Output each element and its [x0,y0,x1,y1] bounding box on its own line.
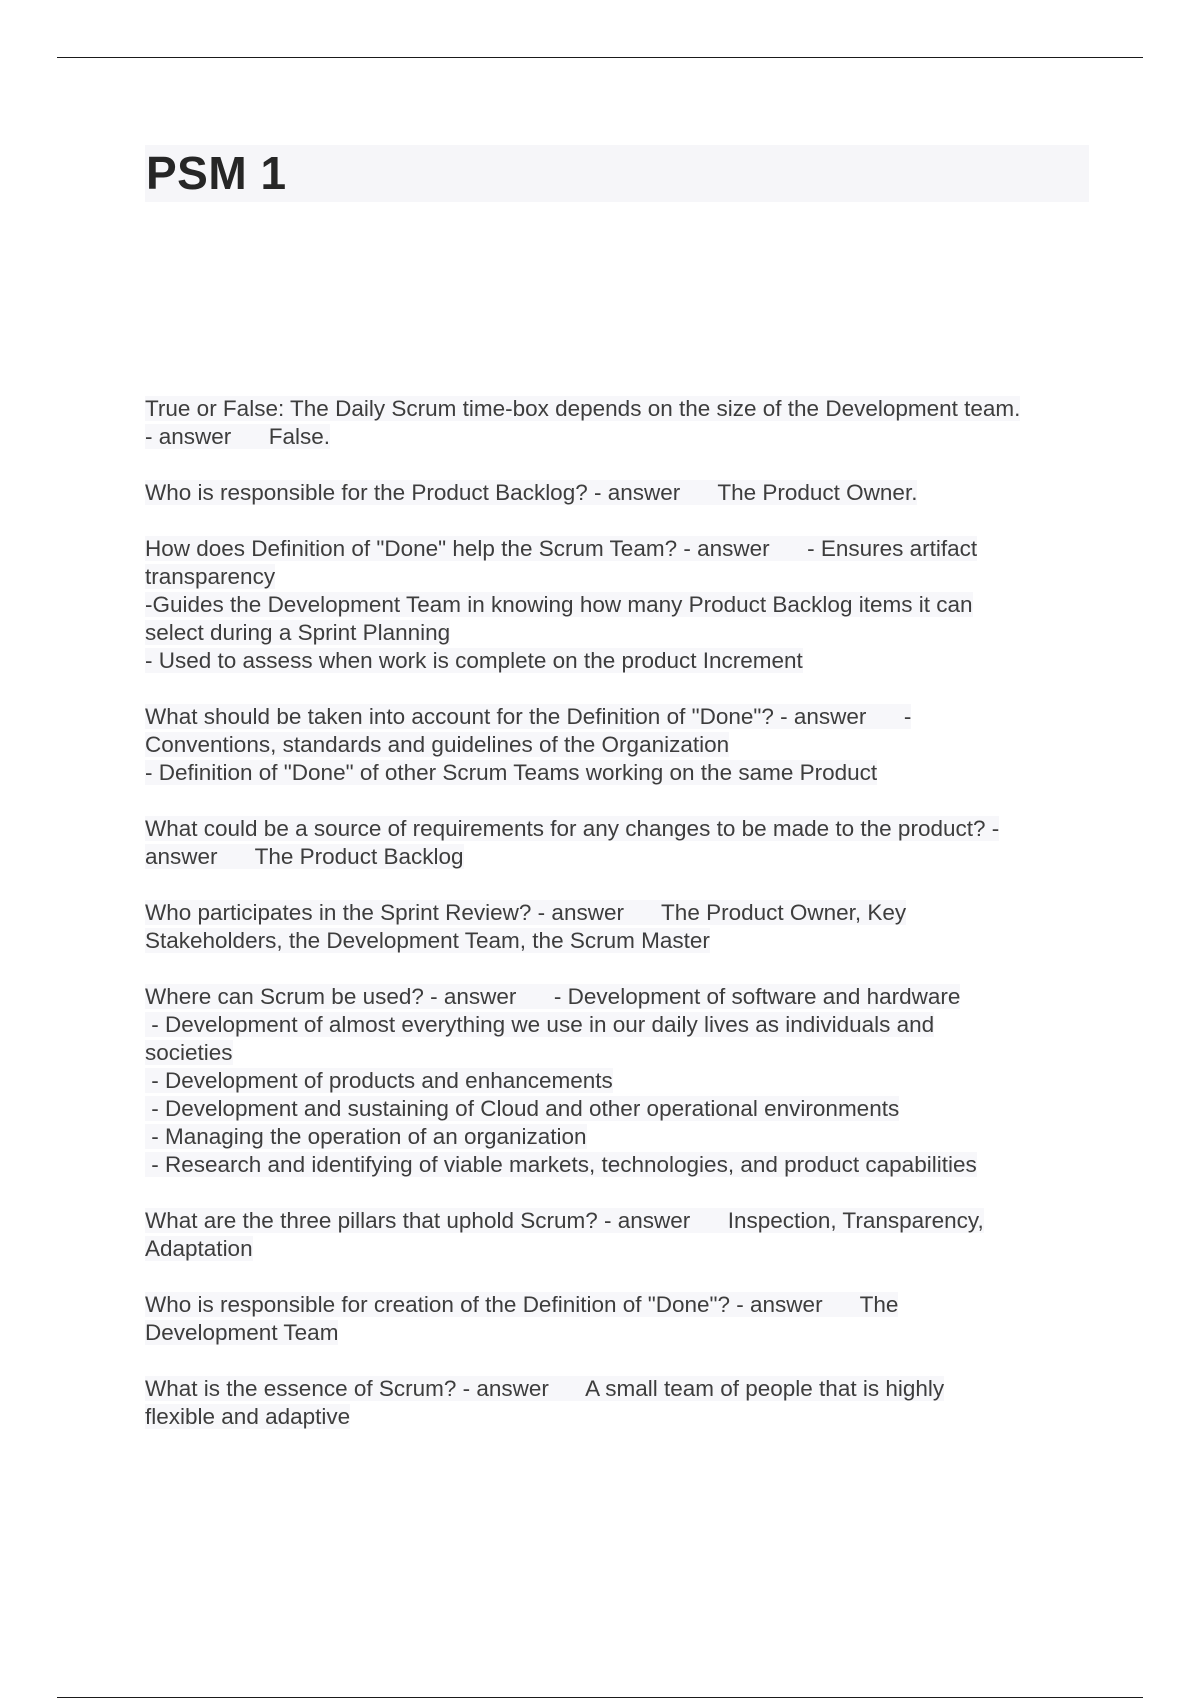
qa-line-text: Adaptation [145,1236,253,1261]
qa-line-text: Development Team [145,1320,339,1345]
qa-line-text: Conventions, standards and guidelines of the Organization [145,732,730,757]
qa-line-text: - Development of products and enhancements [145,1068,613,1093]
qa-item [145,395,1095,451]
qa-line-text: - Development and sustaining of Cloud and other operational environments [145,1096,900,1121]
qa-line [145,843,1095,871]
qa-line-text: Who is responsible for the Product Backlog? - answer The Product Owner. [145,480,918,505]
qa-line-text: True or False: The Daily Scrum time-box depends on the size of the Development team. [145,396,1021,421]
qa-line [145,1095,1095,1123]
qa-line-text: What is the essence of Scrum? - answer A small team of people that is highly [145,1376,945,1401]
qa-line-text: select during a Sprint Planning [145,620,451,645]
qa-item [145,479,1095,507]
qa-line [145,759,1095,787]
qa-line-text: - Development of almost everything we use in our daily lives as individuals and [145,1012,935,1037]
qa-line-text: Where can Scrum be used? - answer - Development of software and hardware [145,984,961,1009]
qa-line-text: transparency [145,564,276,589]
qa-line-text: answer The Product Backlog [145,844,464,869]
top-rule [57,57,1143,58]
qa-item [145,1207,1095,1263]
qa-line [145,1403,1095,1431]
qa-line [145,1151,1095,1179]
qa-item [145,899,1095,955]
qa-line-text: Who is responsible for creation of the Definition of "Done"? - answer The [145,1292,899,1317]
qa-item [145,1375,1095,1431]
qa-line-text: - Research and identifying of viable markets, technologies, and product capabilities [145,1152,977,1177]
qa-line [145,1375,1095,1403]
qa-line [145,1319,1095,1347]
qa-line [145,535,1095,563]
qa-item [145,1291,1095,1347]
qa-line [145,1291,1095,1319]
qa-line-text: - Definition of "Done" of other Scrum Teams working on the same Product [145,760,878,785]
qa-line-text: - Used to assess when work is complete on the product Increment [145,648,803,673]
qa-line-text: -Guides the Development Team in knowing how many Product Backlog items it can [145,592,973,617]
qa-line [145,395,1095,423]
bottom-rule [57,1697,1143,1698]
qa-line-text: societies [145,1040,233,1065]
qa-line-text: What could be a source of requirements for any changes to be made to the product? - [145,816,1000,841]
qa-item [145,983,1095,1179]
qa-line [145,927,1095,955]
qa-item [145,703,1095,787]
qa-line-text: What are the three pillars that uphold Scrum? - answer Inspection, Transparency, [145,1208,984,1233]
qa-item [145,815,1095,871]
qa-line-text: - Managing the operation of an organization [145,1124,587,1149]
qa-line-text: Who participates in the Sprint Review? - answer The Product Owner, Key [145,900,907,925]
qa-line [145,1207,1095,1235]
qa-line [145,619,1095,647]
qa-item [145,535,1095,675]
qa-line [145,423,1095,451]
qa-line [145,563,1095,591]
qa-line [145,983,1095,1011]
qa-line [145,591,1095,619]
qa-line [145,1039,1095,1067]
qa-line [145,731,1095,759]
qa-list [145,395,1095,1459]
qa-line [145,1235,1095,1263]
qa-line-text: How does Definition of "Done" help the Scrum Team? - answer - Ensures artifact [145,536,978,561]
document-title: PSM 1 [146,147,287,199]
qa-line [145,899,1095,927]
qa-line-text: Stakeholders, the Development Team, the Scrum Master [145,928,710,953]
title-highlight [145,145,1089,202]
qa-line [145,1011,1095,1039]
qa-line-text: - answer False. [145,424,331,449]
qa-line [145,703,1095,731]
qa-line [145,1123,1095,1151]
qa-line [145,1067,1095,1095]
qa-line [145,479,1095,507]
qa-line [145,647,1095,675]
qa-line [145,815,1095,843]
qa-line-text: flexible and adaptive [145,1404,351,1429]
qa-line-text: What should be taken into account for the Definition of "Done"? - answer - [145,704,912,729]
